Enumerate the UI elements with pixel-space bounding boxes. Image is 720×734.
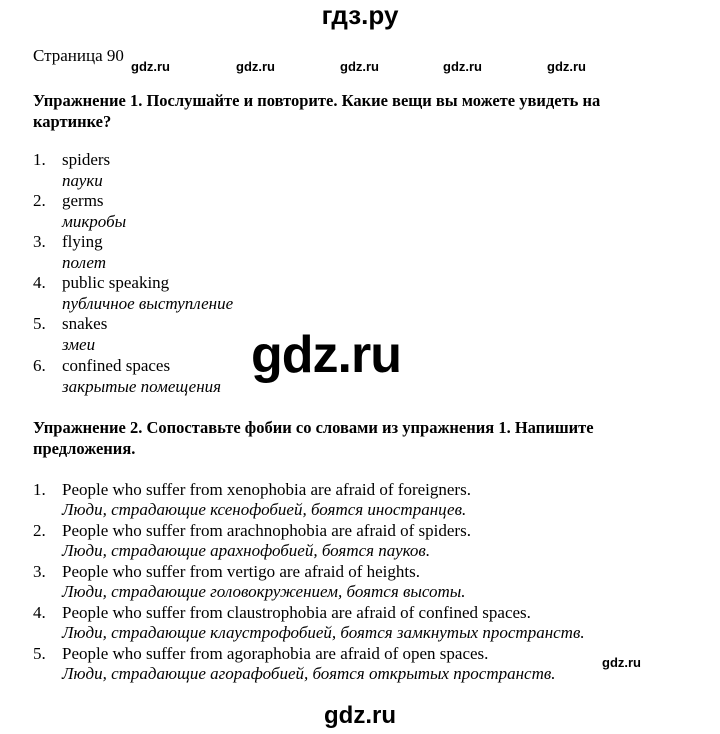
- item-number: 3.: [33, 562, 46, 581]
- item-number: 2.: [33, 521, 46, 540]
- watermark-center: gdz.ru: [251, 326, 401, 384]
- watermark-footer: gdz.ru: [324, 702, 396, 729]
- russian-translation: полет: [62, 253, 107, 272]
- english-sentence: People who suffer from agoraphobia are afraid of open spaces.: [62, 644, 489, 663]
- english-word: flying: [62, 232, 103, 251]
- russian-sentence: Люди, страдающие головокружением, боятся высоты.: [62, 582, 466, 601]
- russian-translation: закрытые помещения: [62, 377, 222, 396]
- item-number: 5.: [33, 314, 46, 333]
- site-title: гдз.ру: [321, 0, 399, 30]
- watermark-top-2: gdz.ru: [236, 59, 275, 74]
- item-number: 3.: [33, 232, 46, 251]
- english-sentence: People who suffer from xenophobia are afraid of foreigners.: [62, 480, 471, 499]
- item-number: 6.: [33, 356, 46, 375]
- watermark-right: gdz.ru: [602, 655, 641, 670]
- english-word: snakes: [62, 314, 108, 333]
- russian-sentence: Люди, страдающие клаустрофобией, боятся замкнутых пространств.: [62, 623, 585, 642]
- watermark-top-1: gdz.ru: [131, 59, 170, 74]
- russian-translation: микробы: [62, 212, 127, 231]
- exercise2-heading: Упражнение 2. Сопоставьте фобии со словами из упражнения 1. Напишите предложения.: [33, 418, 594, 458]
- exercise1-heading: Упражнение 1. Послушайте и повторите. Какие вещи вы можете увидеть на картинке?: [33, 91, 601, 131]
- russian-translation: змеи: [62, 335, 96, 354]
- watermark-top-4: gdz.ru: [443, 59, 482, 74]
- russian-sentence: Люди, страдающие агорафобией, боятся открытых пространств.: [62, 664, 556, 683]
- russian-sentence: Люди, страдающие ксенофобией, боятся иностранцев.: [62, 500, 467, 519]
- english-sentence: People who suffer from claustrophobia are afraid of confined spaces.: [62, 603, 531, 622]
- watermark-top-5: gdz.ru: [547, 59, 586, 74]
- watermark-top-3: gdz.ru: [340, 59, 379, 74]
- russian-translation: публичное выступление: [62, 294, 234, 313]
- english-word: confined spaces: [62, 356, 171, 375]
- english-word: germs: [62, 191, 104, 210]
- item-number: 4.: [33, 603, 46, 622]
- english-word: spiders: [62, 150, 111, 169]
- item-number: 4.: [33, 273, 46, 292]
- english-sentence: People who suffer from arachnophobia are afraid of spiders.: [62, 521, 471, 540]
- page-label: Страница 90: [33, 46, 124, 65]
- english-word: public speaking: [62, 273, 170, 292]
- item-number: 5.: [33, 644, 46, 663]
- russian-sentence: Люди, страдающие арахнофобией, боятся пауков.: [62, 541, 431, 560]
- item-number: 2.: [33, 191, 46, 210]
- russian-translation: пауки: [62, 171, 103, 190]
- english-sentence: People who suffer from vertigo are afraid of heights.: [62, 562, 420, 581]
- item-number: 1.: [33, 480, 46, 499]
- item-number: 1.: [33, 150, 46, 169]
